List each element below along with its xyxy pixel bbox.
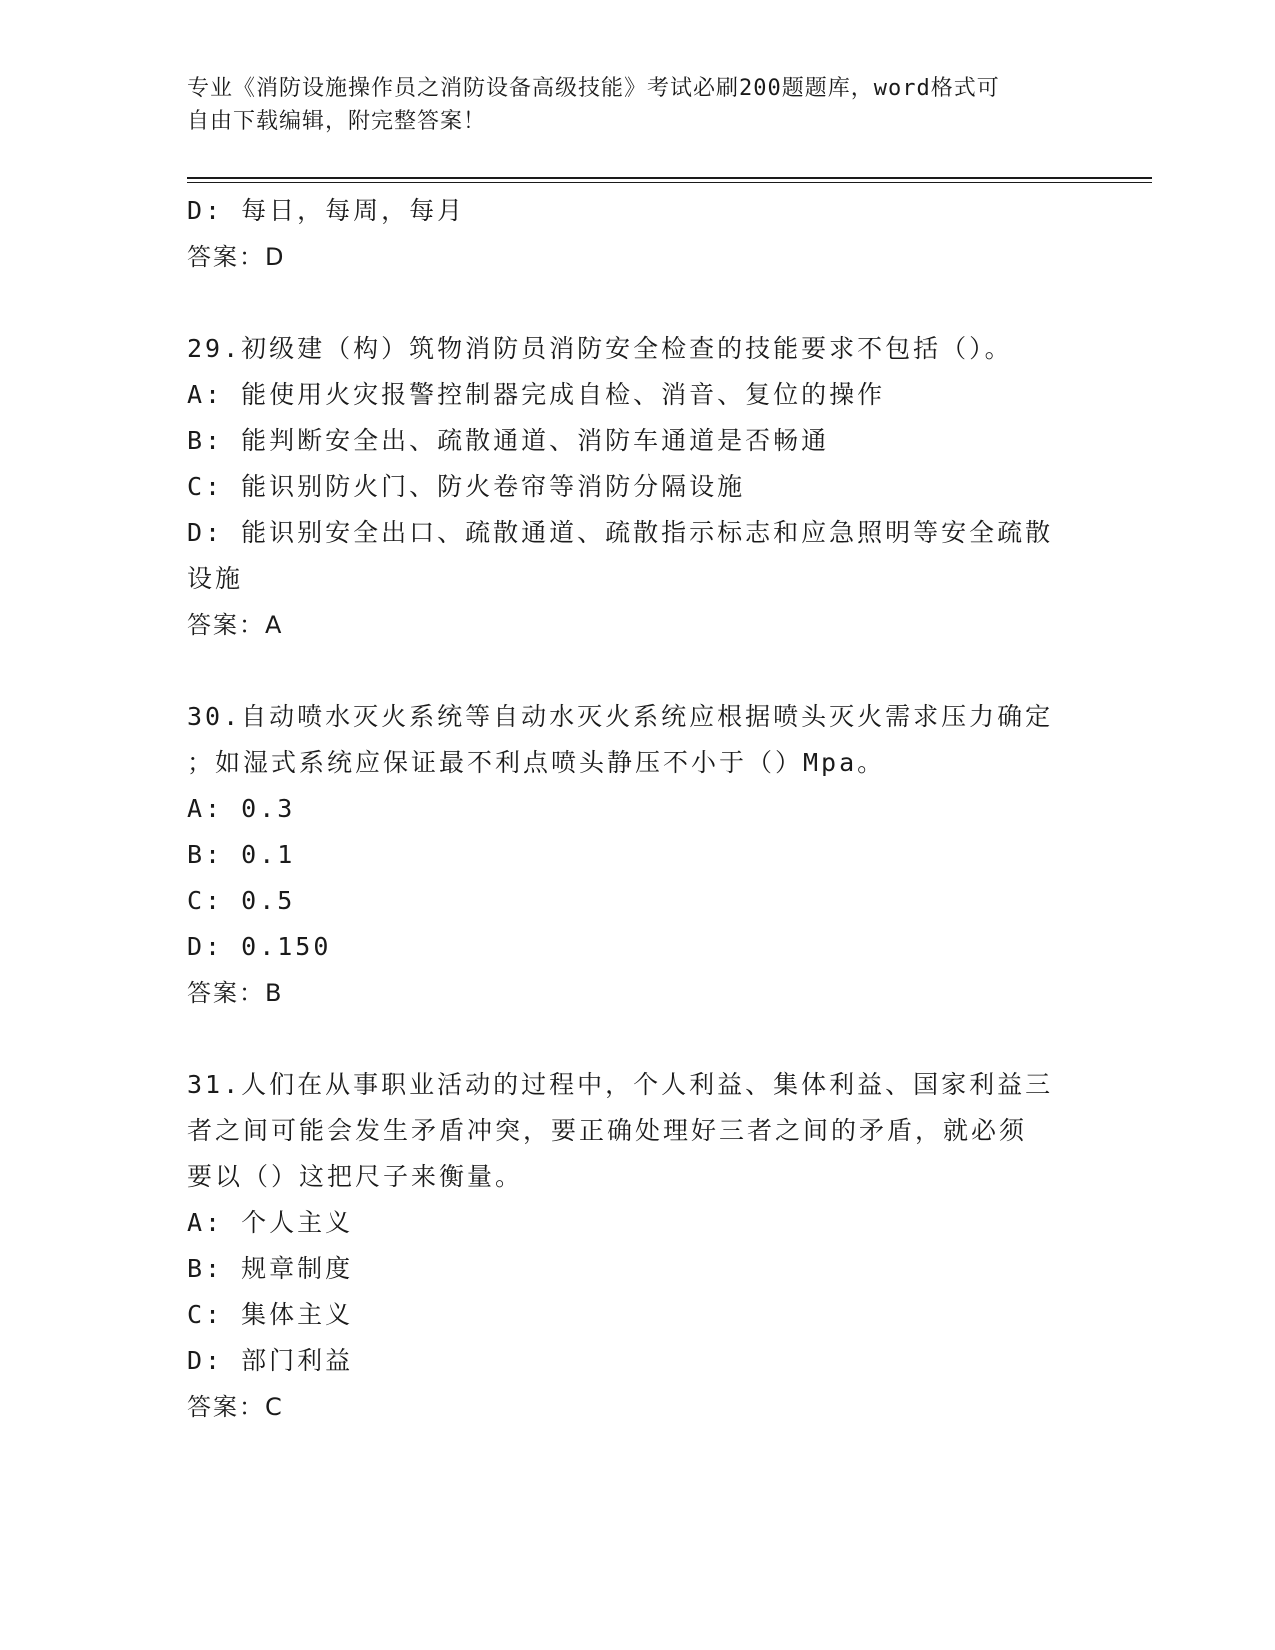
question-29 — [187, 326, 1087, 648]
option-c: C: 能识别防火门、防火卷帘等消防分隔设施 — [187, 472, 746, 501]
option-c: C: 集体主义 — [187, 1300, 354, 1329]
question-30 — [187, 694, 1087, 1016]
question-stem-continued: 要以（）这把尺子来衡量。 — [187, 1162, 524, 1191]
answer-previous: 答案：D — [187, 243, 286, 271]
answer: 答案：A — [187, 611, 284, 639]
spacer — [187, 280, 1087, 326]
option-d: D: 能识别安全出口、疏散通道、疏散指示标志和应急照明等安全疏散 — [187, 518, 1054, 547]
document-header — [187, 72, 1077, 138]
question-stem-continued: 者之间可能会发生矛盾冲突，要正确处理好三者之间的矛盾，就必须 — [187, 1116, 1028, 1145]
answer: 答案：B — [187, 979, 284, 1007]
question-stem: 30.自动喷水灭火系统等自动水灭火系统应根据喷头灭火需求压力确定 — [187, 702, 1054, 731]
option-b: B: 能判断安全出、疏散通道、消防车通道是否畅通 — [187, 426, 830, 455]
option-b: B: 规章制度 — [187, 1254, 354, 1283]
option-d: D: 0.150 — [187, 932, 332, 961]
spacer — [187, 648, 1087, 694]
option-c: C: 0.5 — [187, 886, 296, 915]
header-line-1: 专业《消防设施操作员之消防设备高级技能》考试必刷200题题库，word格式可 — [187, 76, 1000, 101]
option-b: B: 0.1 — [187, 840, 296, 869]
question-stem-continued: ；如湿式系统应保证最不利点喷头静压不小于（）Mpa。 — [187, 748, 886, 777]
option-d-continued: 设施 — [187, 564, 244, 593]
header-rule-thick — [187, 177, 1152, 179]
option-d-previous: D: 每日，每周，每月 — [187, 196, 466, 225]
header-line-2: 自由下载编辑，附完整答案！ — [187, 109, 487, 134]
question-stem: 29.初级建（构）筑物消防员消防安全检查的技能要求不包括（）。 — [187, 334, 1013, 363]
spacer — [187, 1016, 1087, 1062]
document-body — [187, 188, 1087, 1430]
option-a: A: 个人主义 — [187, 1208, 354, 1237]
option-a: A: 能使用火灾报警控制器完成自检、消音、复位的操作 — [187, 380, 886, 409]
option-d: D: 部门利益 — [187, 1346, 354, 1375]
question-31 — [187, 1062, 1087, 1430]
option-a: A: 0.3 — [187, 794, 296, 823]
answer: 答案：C — [187, 1393, 284, 1421]
question-stem: 31.人们在从事职业活动的过程中，个人利益、集体利益、国家利益三 — [187, 1070, 1054, 1099]
header-rule-thin — [187, 182, 1152, 183]
